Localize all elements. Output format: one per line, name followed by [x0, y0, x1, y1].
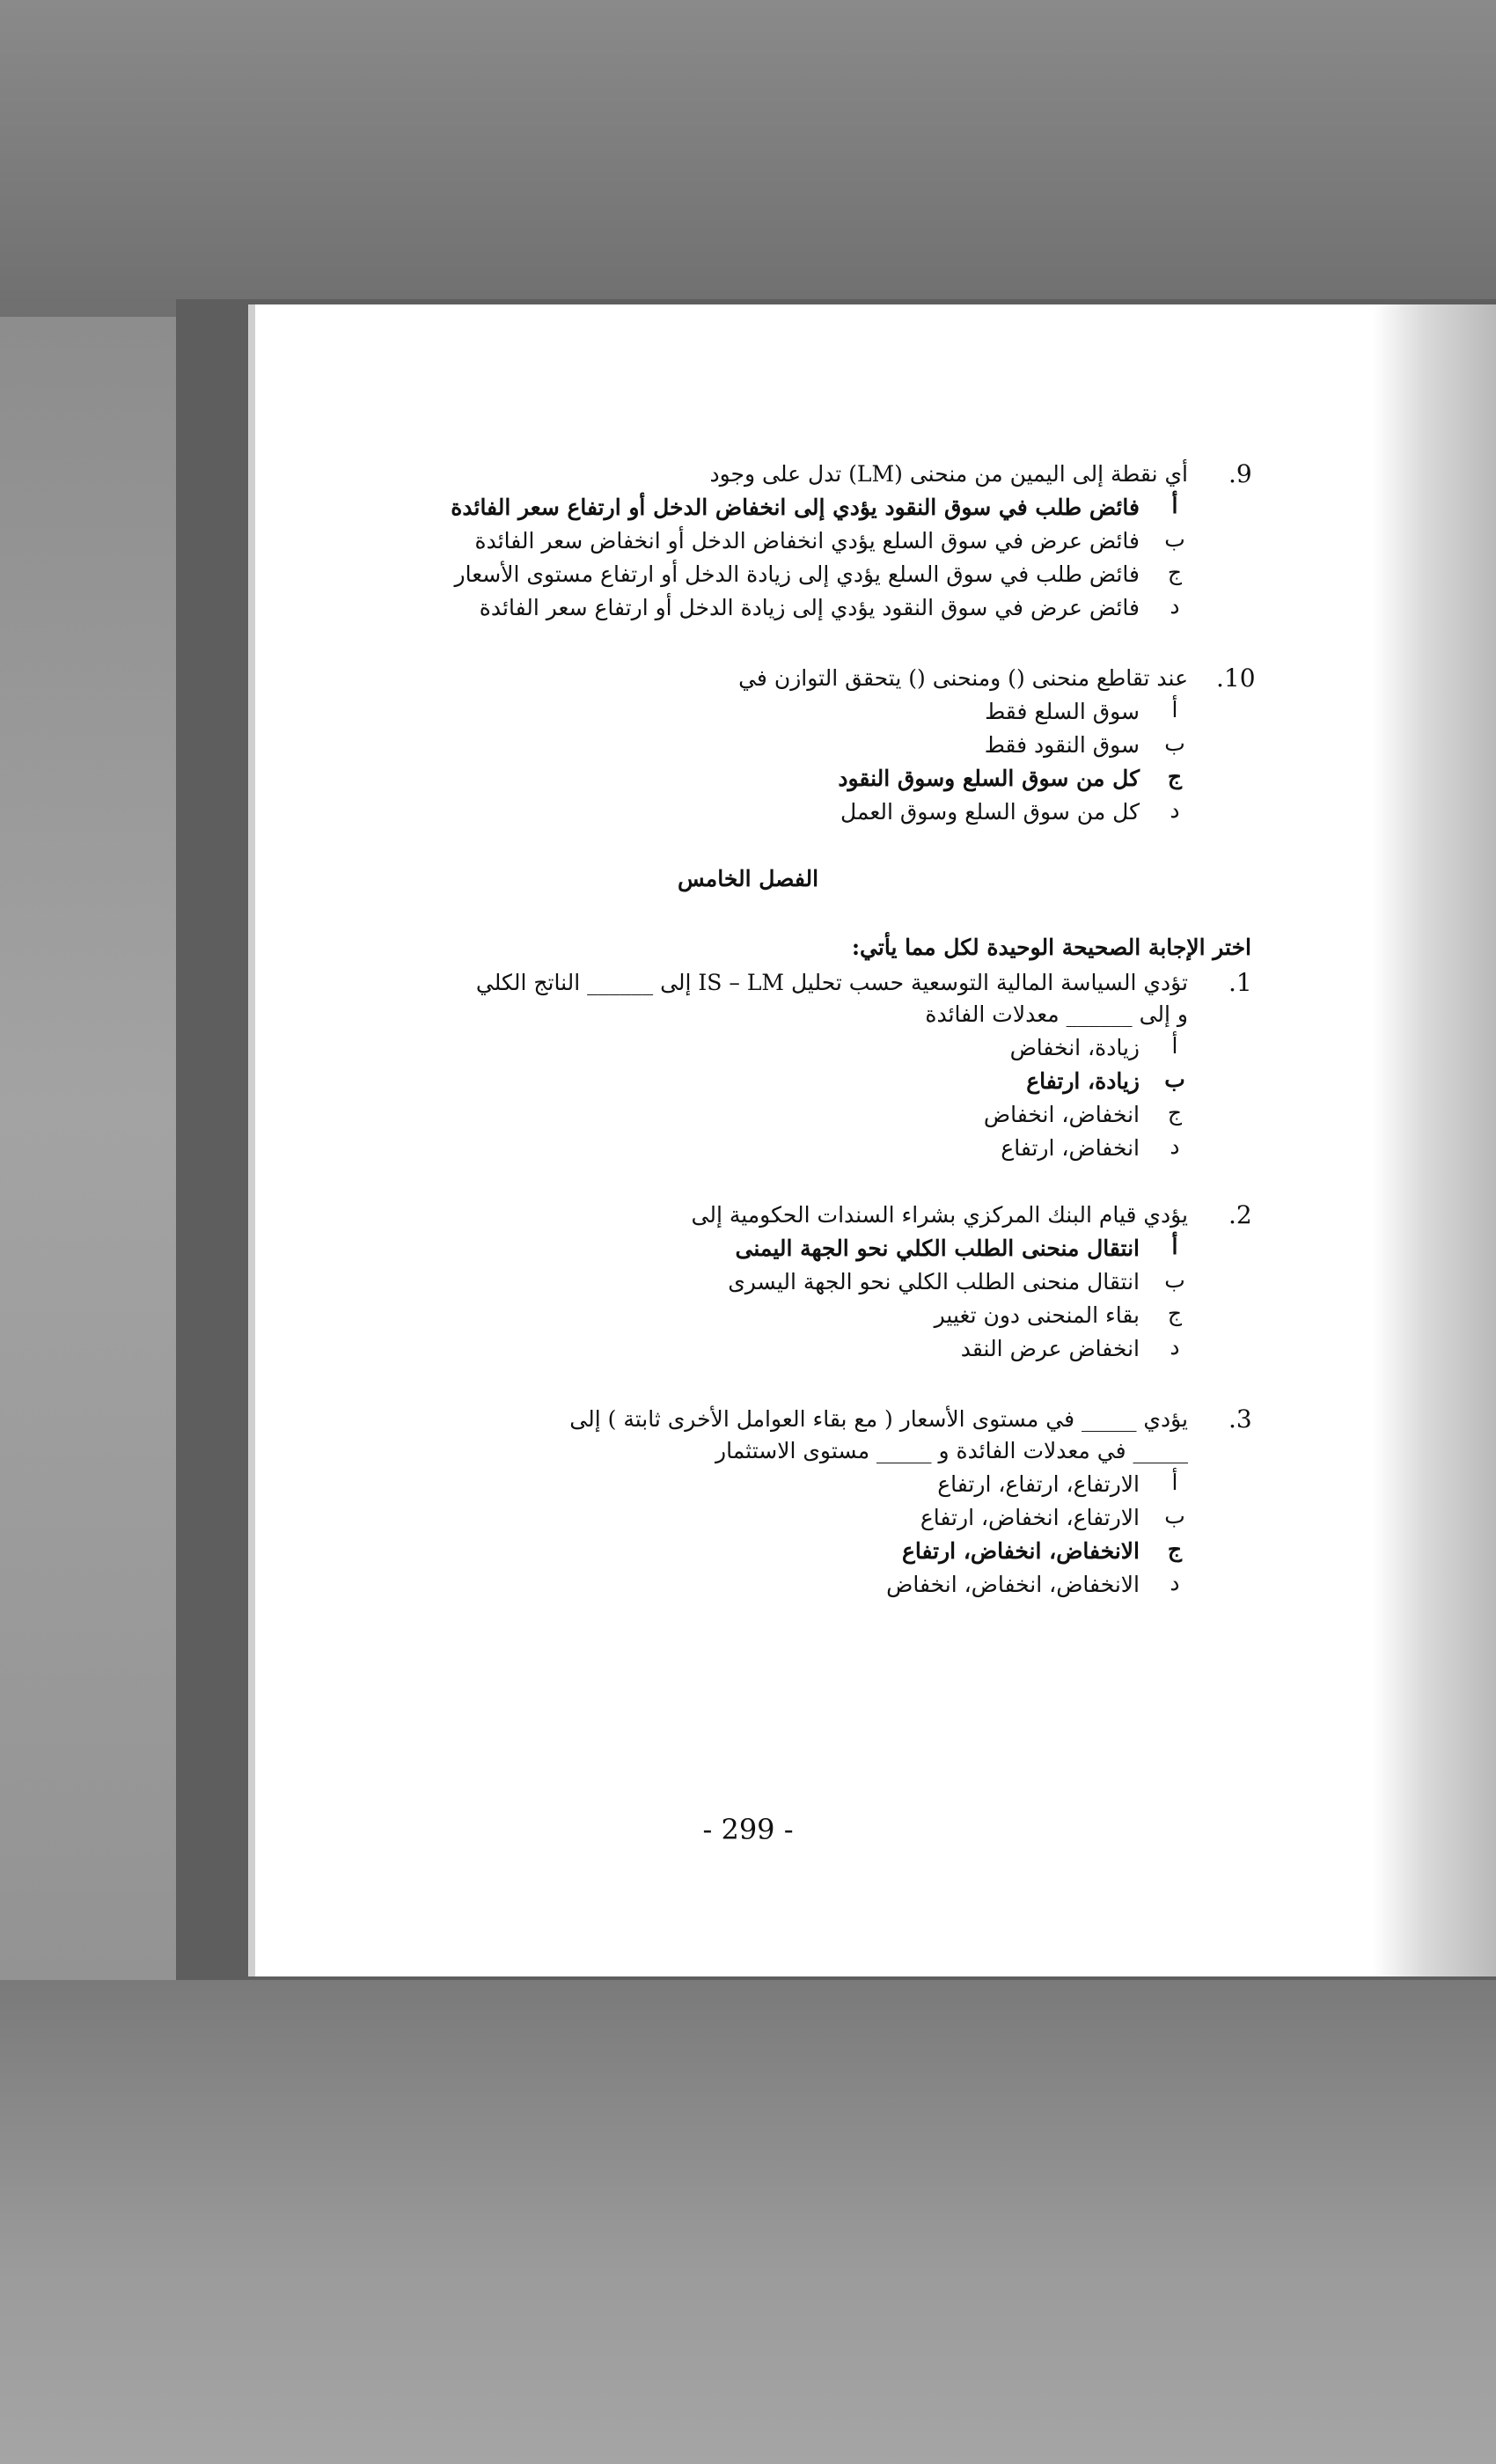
option-letter: ب	[1164, 1267, 1185, 1293]
question-number: .1	[1228, 968, 1252, 997]
option-letter: د	[1170, 1570, 1180, 1595]
option-text: انخفاض عرض النقد	[960, 1336, 1140, 1361]
option-text-correct: انتقال منحنى الطلب الكلي نحو الجهة اليمنى	[735, 1236, 1140, 1261]
option-text: سوق النقود فقط	[984, 732, 1140, 758]
option-text: بقاء المنحنى دون تغيير	[934, 1302, 1140, 1328]
page-number: - 299 -	[702, 1813, 794, 1846]
option-letter: ج	[1167, 1301, 1183, 1326]
option-text-correct: كل من سوق السلع وسوق النقود	[838, 766, 1140, 791]
question-stem: يؤدي _____ في مستوى الأسعار ( مع بقاء العوامل الأخرى ثابتة ) إلى	[569, 1406, 1188, 1432]
chapter-title	[0, 864, 1496, 894]
option-letter: ج	[1167, 560, 1183, 585]
question-stem-continued: و إلى ______ معدلات الفائدة	[925, 1001, 1188, 1027]
option-letter: د	[1170, 1133, 1180, 1159]
option-letter: ج	[1167, 764, 1183, 789]
option-letter: أ	[1171, 1234, 1178, 1259]
option-letter: ب	[1164, 526, 1185, 552]
option-letter: أ	[1171, 493, 1178, 518]
instruction-heading: اختر الإجابة الصحيحة الوحيدة لكل مما يأتي:	[851, 935, 1251, 960]
option-letter: ب	[1164, 1503, 1185, 1529]
option-text: فائض عرض في سوق النقود يؤدي إلى زيادة الدخل أو ارتفاع سعر الفائدة	[479, 595, 1140, 620]
option-text: انخفاض، ارتفاع	[1001, 1135, 1140, 1161]
option-letter: أ	[1171, 1033, 1178, 1059]
option-letter: ب	[1164, 1067, 1185, 1092]
option-text: فائض عرض في سوق السلع يؤدي انخفاض الدخل أو انخفاض سعر الفائدة	[474, 528, 1140, 554]
question-stem-continued: _____ في معدلات الفائدة و _____ مستوى الاستثمار	[715, 1438, 1188, 1463]
option-text-correct: فائض طلب في سوق النقود يؤدي إلى انخفاض الدخل أو ارتفاع سعر الفائدة	[451, 495, 1140, 520]
option-text: انتقال منحنى الطلب الكلي نحو الجهة اليسرى	[728, 1269, 1140, 1294]
option-text: الارتفاع، ارتفاع، ارتفاع	[937, 1471, 1140, 1497]
question-number: .9	[1228, 459, 1252, 488]
option-text: زيادة، انخفاض	[1009, 1035, 1140, 1060]
option-text-correct: زيادة، ارتفاع	[1026, 1068, 1140, 1094]
option-letter: أ	[1171, 697, 1178, 722]
question-number: .2	[1228, 1200, 1252, 1229]
option-letter: أ	[1171, 1470, 1178, 1495]
option-text: سوق السلع فقط	[985, 699, 1140, 724]
option-text: انخفاض، انخفاض	[983, 1102, 1140, 1127]
question-stem: عند تقاطع منحنى () ومنحنى () يتحقق التوازن في	[738, 665, 1188, 691]
question-stem: يؤدي قيام البنك المركزي بشراء السندات الحكومية إلى	[691, 1202, 1188, 1228]
option-text: كل من سوق السلع وسوق العمل	[840, 799, 1140, 825]
option-letter: ج	[1167, 1536, 1183, 1562]
option-text-correct: الانخفاض، انخفاض، ارتفاع	[901, 1538, 1140, 1564]
option-text: فائض طلب في سوق السلع يؤدي إلى زيادة الدخل أو ارتفاع مستوى الأسعار	[454, 561, 1140, 587]
option-letter: ب	[1164, 730, 1185, 756]
question-stem: تؤدي السياسة المالية التوسعية حسب تحليل IS – LM إلى ______ الناتج الكلي	[475, 970, 1188, 995]
option-letter: د	[1170, 1334, 1180, 1360]
question-number: .10	[1216, 664, 1256, 693]
option-text: الانخفاض، انخفاض، انخفاض	[886, 1572, 1140, 1597]
option-letter: ج	[1167, 1100, 1183, 1126]
question-number: .3	[1228, 1404, 1252, 1434]
option-letter: د	[1170, 593, 1180, 619]
option-text: الارتفاع، انخفاض، ارتفاع	[920, 1505, 1140, 1530]
chapter-title-text: الفصل الخامس	[677, 866, 819, 891]
option-letter: د	[1170, 797, 1180, 823]
question-stem: أي نقطة إلى اليمين من منحنى (LM) تدل على وجود	[709, 461, 1188, 487]
